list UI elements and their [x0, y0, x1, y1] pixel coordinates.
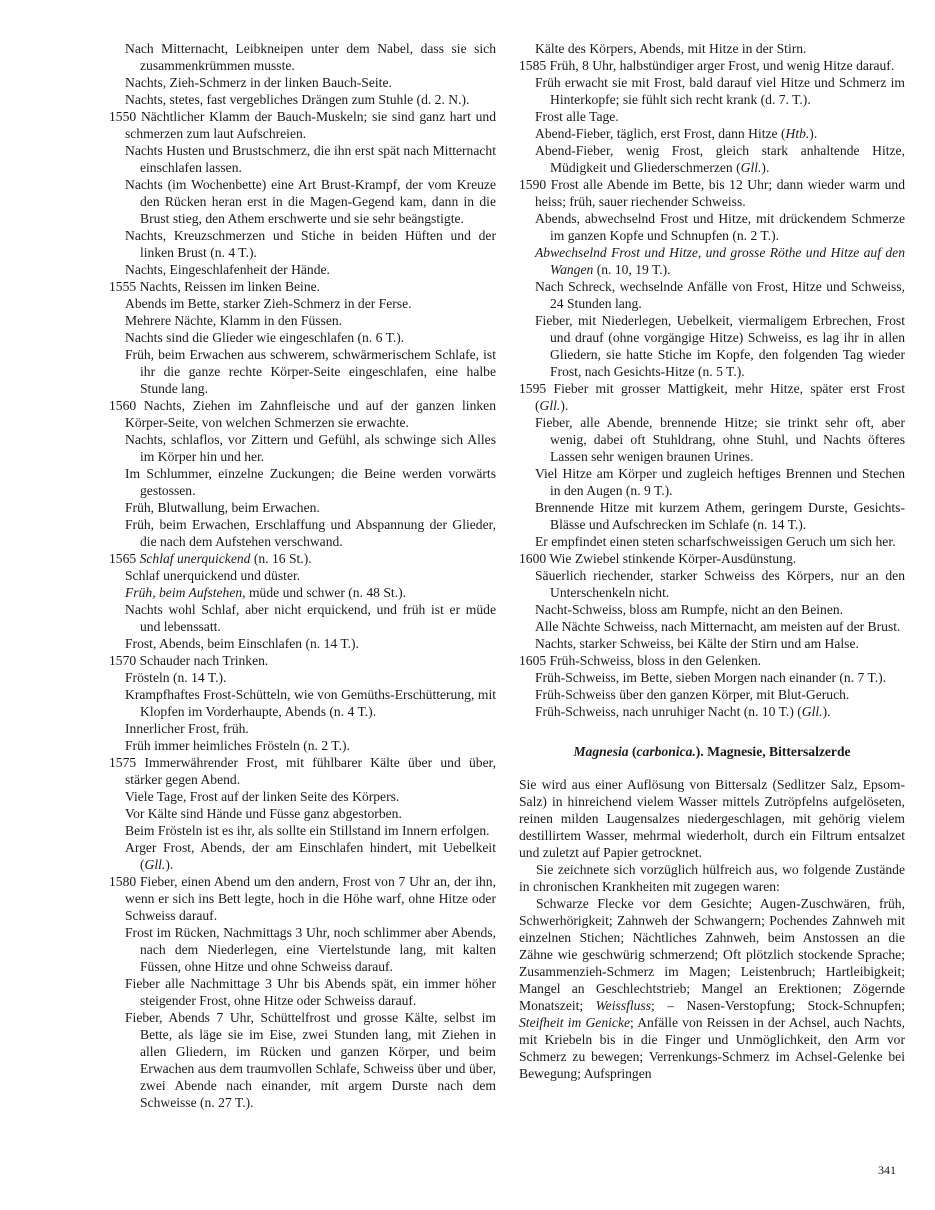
section-body — [519, 776, 905, 1082]
text-segment: Frost alle Tage. — [535, 109, 619, 124]
text-segment: Mehrere Nächte, Klamm in den Füssen. — [125, 313, 343, 328]
symptom-entry — [109, 924, 496, 975]
text-segment: Abend-Fieber, täglich, erst Frost, dann Hitze ( — [535, 126, 786, 141]
text-segment: Frost, Abends, beim Einschlafen (n. 14 T.). — [125, 636, 359, 651]
entry-number: 1550 — [109, 109, 137, 124]
text-segment: Nachts, Zieh-Schmerz in der linken Bauch-Seite. — [125, 75, 392, 90]
entry-number: 1590 — [519, 177, 547, 192]
entry-number: 1605 — [519, 653, 547, 668]
right-entries — [519, 40, 905, 720]
symptom-entry — [109, 142, 496, 176]
text-segment: Nachts, Eingeschlafenheit der Hände. — [125, 262, 330, 277]
text-segment: Abends im Bette, starker Zieh-Schmerz in der Ferse. — [125, 296, 412, 311]
symptom-entry — [109, 40, 496, 74]
text-segment: Brennende Hitze mit kurzem Athem, geringem Durste, Gesichts-Blässe und Aufschrecken im Schlafe (n. 14 T.). — [535, 500, 905, 532]
text-segment: Beim Frösteln ist es ihr, als sollte ein Stillstand im Innern erfolgen. — [125, 823, 490, 838]
text-segment: Immerwährender Frost, mit fühlbarer Kälte über und über, stärker gegen Abend. — [125, 755, 496, 787]
heading-italic-2: carbonica. — [636, 744, 696, 759]
symptom-entry — [109, 465, 496, 499]
text-segment: Er empfindet einen steten scharfschweissigen Geruch um sich her. — [535, 534, 896, 549]
text-segment: Frost im Rücken, Nachmittags 3 Uhr, noch schlimmer aber Abends, nach dem Niederlegen, eine Viertelstunde lang, mit kalten Füssen, ohne Hitze und ohne Schweiss darauf. — [125, 925, 496, 974]
italic-text: Weissfluss — [595, 998, 652, 1013]
text-segment: Schwarze Flecke vor dem Gesichte; Augen-Zuschwären, früh, Schwerhörigkeit; Zahnweh der Schwangern; Pochendes Zahnweh mit einzelnen Stichen; Nächtliches Zahnweh, beim Anstossen an die Zähne wie geschwürig schmerzend; Oft plötzlich stockende Sprache; Zusammenzieh-Schmerz im Magen; Leistenbruch; Hartleibigkeit; Mangel an Geschlechtstrieb; Mangel an Erektionen; Zögernde Monatszeit; — [519, 896, 905, 1013]
text-segment: Alle Nächte Schweiss, nach Mitternacht, am meisten auf der Brust. — [535, 619, 901, 634]
text-segment: Fieber, einen Abend um den andern, Frost von 7 Uhr an, der ihn, wenn er sich ins Bett legte, hoch in die Höhe warf, ohne Hitze oder Schweiss darauf. — [125, 874, 496, 923]
symptom-entry — [109, 329, 496, 346]
text-segment: Nachts wohl Schlaf, aber nicht erquickend, und früh ist er müde und lebenssatt. — [125, 602, 496, 634]
symptom-entry — [109, 108, 496, 142]
symptom-entry — [519, 108, 905, 125]
italic-text: Gll. — [740, 160, 762, 175]
symptom-entry — [109, 805, 496, 822]
text-segment: Sie wird aus einer Auflösung von Bittersalz (Sedlitzer Salz, Epsom-Salz) in hinreichend vielem Wasser mittels Zutröpfelns aufgelöseten, reinen milden Laugensalzes niedergeschlagen, mit gehörig vielem destillirtem Wasser, mehrmal wiederholt, durch ein Filtrum entsalzet und zuletzt auf Papier getrocknet. — [519, 777, 905, 860]
text-segment: Nachts, stetes, fast vergebliches Drängen zum Stuhle (d. 2. N.). — [125, 92, 470, 107]
symptom-entry — [519, 414, 905, 465]
entry-number: 1560 — [109, 398, 137, 413]
symptom-entry — [109, 74, 496, 91]
symptom-entry — [109, 295, 496, 312]
text-segment: Im Schlummer, einzelne Zuckungen; die Beine werden vorwärts gestossen. — [125, 466, 496, 498]
text-segment: Nachts Husten und Brustschmerz, die ihn erst spät nach Mitternacht einschlafen lassen. — [125, 143, 496, 175]
symptom-entry — [519, 652, 905, 669]
text-segment: Nachts sind die Glieder wie eingeschlafen (n. 6 T.). — [125, 330, 405, 345]
symptom-entry — [519, 176, 905, 210]
text-segment: Früh immer heimliches Frösteln (n. 2 T.). — [125, 738, 350, 753]
body-paragraph — [519, 861, 905, 895]
symptom-entry — [519, 499, 905, 533]
text-segment: Nachts, schlaflos, vor Zittern und Gefühl, als schwinge sich Alles im Körper hin und her. — [125, 432, 496, 464]
symptom-entry — [519, 465, 905, 499]
text-segment: Vor Kälte sind Hände und Füsse ganz abgestorben. — [125, 806, 402, 821]
symptom-entry — [519, 533, 905, 550]
text-segment: Nächtlicher Klamm der Bauch-Muskeln; sie sind ganz hart und schmerzen zum laut Aufschreien. — [125, 109, 496, 141]
text-segment: ). — [560, 398, 569, 413]
italic-text: Gll. — [801, 704, 823, 719]
text-segment: Nachts, starker Schweiss, bei Kälte der Stirn und am Halse. — [535, 636, 859, 651]
body-paragraph — [519, 895, 905, 1082]
symptom-entry — [109, 635, 496, 652]
text-segment: Nacht-Schweiss, bloss am Rumpfe, nicht an den Beinen. — [535, 602, 844, 617]
text-segment: Schauder nach Trinken. — [139, 653, 269, 668]
text-segment: Wie Zwiebel stinkende Körper-Ausdünstung. — [549, 551, 797, 566]
text-segment: ; Anfälle von Reissen in der Achsel, auch Nachts, mit Kriebeln bis in die Finger und Unmöglichkeit, den Arm vor Schmerz zu bewegen; Verrenkungs-Schmerz im Achsel-Gelenke bei Bewegung; Aufspringen — [519, 1015, 905, 1081]
symptom-entry — [109, 91, 496, 108]
text-segment: Früh, beim Erwachen aus schwerem, schwärmerischem Schlafe, ist ihr die ganze rechte Körper-Seite eingeschlafen, eine halbe Stunde lang. — [125, 347, 496, 396]
text-segment: Abend-Fieber, wenig Frost, gleich stark anhaltende Hitze, Müdigkeit und Gliederschmerzen ( — [535, 143, 905, 175]
entry-number: 1585 — [519, 58, 547, 73]
italic-text: Abwechselnd Frost und Hitze, und grosse Röthe und Hitze auf den Wangen — [535, 245, 905, 277]
symptom-entry — [519, 312, 905, 380]
text-segment: Viel Hitze am Körper und zugleich heftiges Brennen und Stechen in den Augen (n. 9 T.). — [535, 466, 905, 498]
entry-number: 1595 — [519, 381, 547, 396]
text-segment: Fieber, alle Abende, brennende Hitze; sie trinkt sehr oft, aber wenig, dabei oft Stuhldrang, ohne Stuhl, und Nachts öfteres Lassen sehr wenigen braunen Urines. — [535, 415, 905, 464]
entry-number: 1600 — [519, 551, 547, 566]
text-segment: Schlaf unerquickend und düster. — [125, 568, 301, 583]
text-segment: Früh erwacht sie mit Frost, bald darauf viel Hitze und Schmerz im Hinterkopfe; sie fühlt sich recht krank (d. 7. T.). — [535, 75, 905, 107]
right-column — [519, 40, 905, 1082]
text-segment: Nachts (im Wochenbette) eine Art Brust-Krampf, der vom Kreuze den Rücken heran erst in die Magen-Gegend kam, dann in die Brust stieg, den Athem erschwerte und sie sehr beängstigte. — [125, 177, 496, 226]
symptom-entry — [109, 227, 496, 261]
symptom-entry — [109, 567, 496, 584]
left-column — [109, 40, 496, 1111]
symptom-entry — [109, 788, 496, 805]
text-segment: ; – Nasen-Verstopfung; Stock-Schnupfen; — [651, 998, 905, 1013]
symptom-entry — [109, 176, 496, 227]
symptom-entry — [109, 975, 496, 1009]
symptom-entry — [109, 737, 496, 754]
symptom-entry — [109, 584, 496, 601]
entry-number: 1580 — [109, 874, 137, 889]
italic-text: Schlaf unerquickend — [139, 551, 251, 566]
symptom-entry — [109, 312, 496, 329]
text-segment: Fieber mit grosser Mattigkeit, mehr Hitze, später erst Frost ( — [535, 381, 905, 413]
heading-paren: ( — [628, 744, 637, 759]
text-segment: Innerlicher Frost, früh. — [125, 721, 249, 736]
italic-text: Gll. — [144, 857, 166, 872]
text-segment: Nachts, Reissen im linken Beine. — [139, 279, 321, 294]
text-segment: ). — [165, 857, 174, 872]
symptom-entry — [519, 278, 905, 312]
italic-text: Htb. — [785, 126, 810, 141]
page-number: 341 — [878, 1163, 896, 1177]
text-segment: Krampfhaftes Frost-Schütteln, wie von Gemüths-Erschütterung, mit Klopfen im Vorderhaupte, Abends (n. 4 T.). — [125, 687, 496, 719]
italic-text: Gll. — [539, 398, 561, 413]
entry-number: 1570 — [109, 653, 137, 668]
text-segment: Nachts, Ziehen im Zahnfleische und auf der ganzen linken Körper-Seite, von welchen Schmerzen sie erwachte. — [125, 398, 497, 430]
symptom-entry — [519, 210, 905, 244]
text-segment: ). — [761, 160, 770, 175]
text-segment: , müde und schwer (n. 48 St.). — [242, 585, 407, 600]
text-segment: Frost alle Abende im Bette, bis 12 Uhr; dann wieder warm und heiss; früh, sauer riechender Schweiss. — [535, 177, 905, 209]
symptom-entry — [109, 550, 496, 567]
text-segment: (n. 10, 19 T.). — [593, 262, 671, 277]
heading-rest: ). Magnesie, Bittersalzerde — [695, 744, 851, 759]
symptom-entry — [519, 635, 905, 652]
symptom-entry — [519, 244, 905, 278]
symptom-entry — [519, 686, 905, 703]
symptom-entry — [109, 516, 496, 550]
symptom-entry — [109, 839, 496, 873]
heading-italic: Magnesia — [573, 744, 629, 759]
italic-text: Steifheit im Genicke — [519, 1015, 631, 1030]
symptom-entry — [519, 703, 905, 720]
symptom-entry — [519, 142, 905, 176]
symptom-entry — [109, 822, 496, 839]
text-segment: Frösteln (n. 14 T.). — [125, 670, 227, 685]
text-segment: Viele Tage, Frost auf der linken Seite des Körpers. — [125, 789, 400, 804]
symptom-entry — [109, 652, 496, 669]
symptom-entry — [109, 754, 496, 788]
text-segment: Säuerlich riechender, starker Schweiss des Körpers, nur an den Unterschenkeln nicht. — [535, 568, 905, 600]
symptom-entry — [109, 873, 496, 924]
entry-number: 1565 — [109, 551, 137, 566]
symptom-entry — [519, 669, 905, 686]
symptom-entry — [109, 261, 496, 278]
symptom-entry — [109, 1009, 496, 1111]
text-segment: Nachts, Kreuzschmerzen und Stiche in beiden Hüften und der linken Brust (n. 4 T.). — [125, 228, 496, 260]
text-segment: Kälte des Körpers, Abends, mit Hitze in der Stirn. — [535, 41, 807, 56]
symptom-entry — [519, 125, 905, 142]
text-segment: Fieber, mit Niederlegen, Uebelkeit, viermaligem Erbrechen, Frost und drauf (ohne vorgängige Hitze) Schweiss, es lag ihr in allen Gliedern, sie hatte Stiche im Kopfe, den folgenden Tag wieder Frost, nach Gesichts-Hitze (n. 5 T.). — [535, 313, 905, 379]
text-segment: Nach Schreck, wechselnde Anfälle von Frost, Hitze und Schweiss, 24 Stunden lang. — [535, 279, 905, 311]
italic-text: Früh, beim Aufstehen — [125, 585, 243, 600]
text-segment: Früh-Schweiss, bloss in den Gelenken. — [549, 653, 762, 668]
text-segment: Arger Frost, Abends, der am Einschlafen hindert, mit Uebelkeit ( — [125, 840, 496, 872]
symptom-entry — [519, 550, 905, 567]
text-segment: Früh, 8 Uhr, halbstündiger arger Frost, und wenig Hitze darauf. — [549, 58, 895, 73]
symptom-entry — [519, 618, 905, 635]
symptom-entry — [109, 278, 496, 295]
symptom-entry — [109, 601, 496, 635]
entry-number: 1555 — [109, 279, 137, 294]
symptom-entry — [519, 57, 905, 74]
text-segment: Früh-Schweiss über den ganzen Körper, mit Blut-Geruch. — [535, 687, 850, 702]
symptom-entry — [519, 380, 905, 414]
entry-number: 1575 — [109, 755, 137, 770]
symptom-entry — [519, 601, 905, 618]
text-segment: Früh-Schweiss, nach unruhiger Nacht (n. 10 T.) ( — [535, 704, 802, 719]
symptom-entry — [109, 397, 496, 431]
text-segment: ). — [809, 126, 818, 141]
text-segment: Früh-Schweiss, im Bette, sieben Morgen nach einander (n. 7 T.). — [535, 670, 887, 685]
body-paragraph — [519, 776, 905, 861]
text-segment: Früh, beim Erwachen, Erschlaffung und Abspannung der Glieder, die nach dem Aufstehen verschwand. — [125, 517, 496, 549]
symptom-entry — [109, 669, 496, 686]
text-segment: Fieber, Abends 7 Uhr, Schüttelfrost und grosse Kälte, selbst im Bette, als läge sie im Eise, zwei Stunden lang, mit Ziehen in allen Gliedern, im Rücken und ganzen Körper, und beim Erwachen aus dem traumvollen Schlafe, Schweiss über und über, zwei Abende nach einander, mit argem Durste nach dem Schweisse (n. 27 T.). — [125, 1010, 496, 1110]
symptom-entry — [109, 431, 496, 465]
text-segment: Sie zeichnete sich vorzüglich hülfreich aus, wo folgende Zustände in chronischen Krankheiten mit zugegen waren: — [519, 862, 905, 894]
section-heading — [519, 743, 905, 760]
symptom-entry — [519, 567, 905, 601]
text-segment: Früh, Blutwallung, beim Erwachen. — [125, 500, 320, 515]
symptom-entry — [109, 720, 496, 737]
text-segment: Nach Mitternacht, Leibkneipen unter dem Nabel, dass sie sich zusammenkrümmen musste. — [125, 41, 496, 73]
symptom-entry — [109, 346, 496, 397]
symptom-entry — [519, 74, 905, 108]
symptom-entry — [109, 686, 496, 720]
text-segment: ). — [822, 704, 831, 719]
symptom-entry — [519, 40, 905, 57]
symptom-entry — [109, 499, 496, 516]
text-segment: (n. 16 St.). — [250, 551, 312, 566]
text-segment: Abends, abwechselnd Frost und Hitze, mit drückendem Schmerze im ganzen Kopfe und Schnupfen (n. 2 T.). — [535, 211, 905, 243]
text-segment: Fieber alle Nachmittage 3 Uhr bis Abends spät, ein immer höher steigender Frost, ohne Hitze oder Schweiss darauf. — [125, 976, 496, 1008]
